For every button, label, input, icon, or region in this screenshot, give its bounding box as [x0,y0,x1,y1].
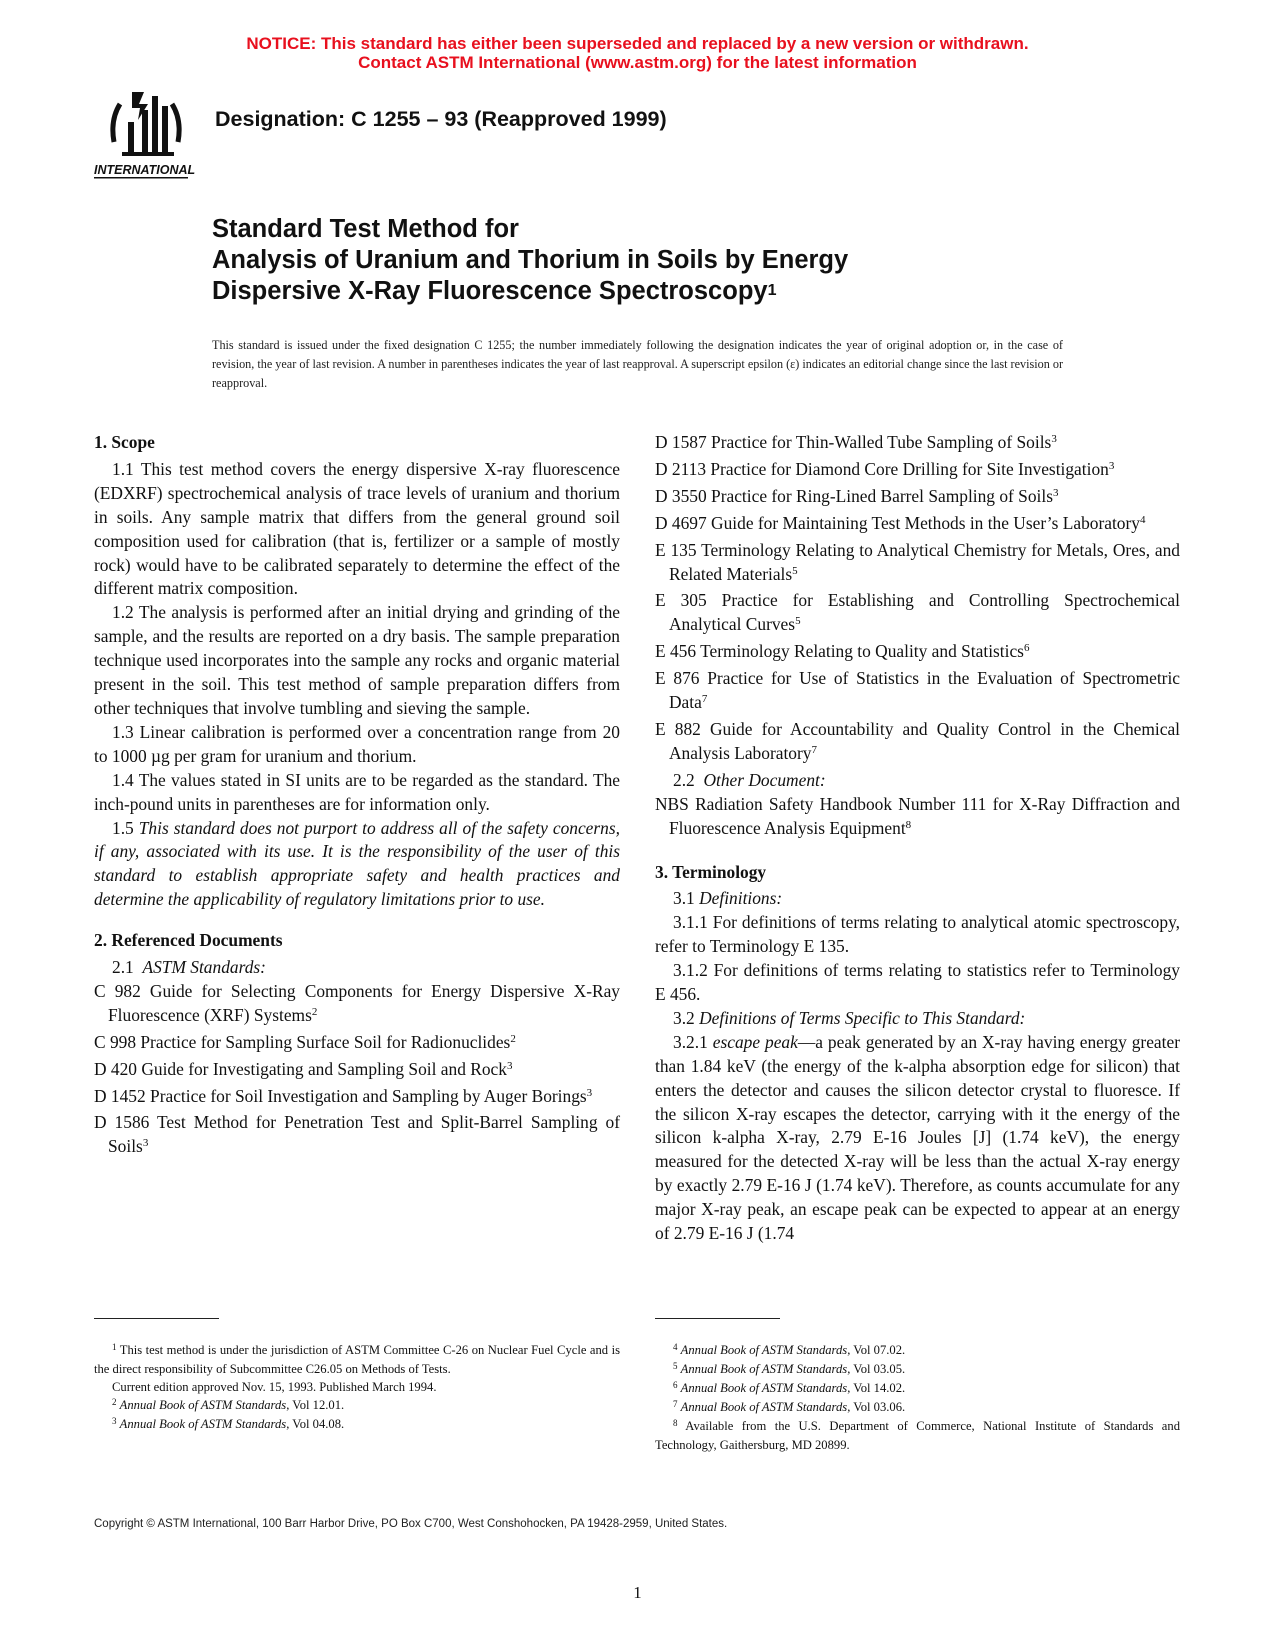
footnote-mark: 3 [112,1416,117,1426]
scope-para-1-2: 1.2 The analysis is performed after an initial drying and grinding of the sample, and the results are reported on a dry basis. The sample preparation technique used incorporates into the sample any rocks and organic material present in the soil. This test method of sample preparation differs from other techniques that involve tumbling and sieving the sample. [94,602,620,718]
footnote-4 [655,1341,1180,1360]
footnote-mark: 5 [795,615,801,628]
footnote-mark: 1 [112,1342,117,1352]
reference-text: D 1587 Practice for Thin-Walled Tube Sampling of Soils [655,432,1052,452]
reference-text: D 420 Guide for Investigating and Sampling Soil and Rock [94,1058,507,1079]
scope-para-1-4: 1.4 The values stated in SI units are to be regarded as the standard. The inch-pound units in parentheses are for information only. [94,769,620,814]
footnote-mark: 3 [586,1086,593,1099]
reference-text: D 1586 Test Method for Penetration Test and Split-Barrel Sampling of Soils [94,1112,620,1157]
footnote-mark: 3 [1052,486,1059,499]
other-document-num: 2.2 [673,769,695,790]
logo-text: INTERNATIONAL [94,163,196,177]
footnote-mark: 3 [1108,459,1115,472]
footnote-volume: , Vol 12.01. [286,1398,345,1412]
reference-text: C 982 Guide for Selecting Components for Energy Dispersive X-Ray Fluorescence (XRF) Systems [94,980,620,1025]
title-line-1: Standard Test Method for [212,215,519,243]
footnote-book: Annual Book of ASTM Standards [680,1381,848,1395]
footnote-divider-left [94,1318,219,1319]
reference-text: D 4697 Guide for Maintaining Test Methods in the User’s Laboratory [655,512,1140,533]
designation: Designation: C 1255 – 93 (Reapproved 1999) [215,107,667,131]
footnote-volume: , Vol 14.02. [847,1381,906,1395]
terminology-para-3-1-2: 3.1.2 For definitions of terms relating to statistics refer to Terminology E 456. [655,960,1180,1005]
specific-definitions-text: Definitions of Terms Specific to This Standard: [699,1007,1026,1028]
footnotes-left [94,1341,620,1434]
scope-para-1-5-text: This standard does not purport to address all of the safety concerns, if any, associated with its use. It is the responsibility of the user of this standard to establish appropriate safety and health practices and determine the applicability of regulatory limitations prior to use. [94,817,620,910]
footnotes-right [655,1341,1180,1454]
title-footnote-mark: 1 [767,282,777,299]
footnote-book: Annual Book of ASTM Standards [680,1362,848,1376]
para-3-2-1-num: 3.2.1 [673,1031,708,1052]
footnote-mark: 4 [673,1342,678,1352]
section-heading-scope: 1. Scope [94,432,155,452]
document-title [212,214,848,310]
reference-item [655,431,1180,458]
reference-text: D 2113 Practice for Diamond Core Drilling for Site Investigation [655,458,1109,479]
footnote-book: Annual Book of ASTM Standards [119,1398,287,1412]
footnote-volume: , Vol 03.06. [847,1400,906,1414]
notice-line-2: Contact ASTM International (www.astm.org) for the latest information [358,53,917,72]
footnote-8 [655,1417,1180,1454]
footnote-3 [94,1415,620,1434]
terminology-para-3-2-1 [655,1031,1180,1246]
reference-text: NBS Radiation Safety Handbook Number 111 for X-Ray Diffraction and Fluorescence Analysis Equipment [655,793,1180,838]
footnote-mark: 8 [905,818,912,831]
footnote-text: Available from the U.S. Department of Commerce, National Institute of Standards and Technology, Gaithersburg, MD 20899. [655,1419,1180,1452]
footnote-mark: 5 [792,564,798,577]
reference-item [655,640,1180,667]
copyright-line: Copyright © ASTM International, 100 Barr Harbor Drive, PO Box C700, West Conshohocken, PA 19428-2959, United States. [94,1518,728,1530]
scope-para-1-1: 1.1 This test method covers the energy dispersive X-ray fluorescence (EDXRF) spectrochemical analysis of trace levels of uranium and thorium in soils. Any sample matrix that differs from the general ground soil composition used for calibration (that is, fertilizer or a sample of mostly rock) would have to be calibrated separately to determine the effect of the different matrix composition. [94,458,620,599]
reference-text: E 882 Guide for Accountability and Quality Control in the Chemical Analysis Laboratory [655,718,1180,763]
title-line-2: Analysis of Uranium and Thorium in Soils by Energy [212,246,849,274]
scope-para-1-3: 1.3 Linear calibration is performed over a concentration range from 20 to 1000 µg per gram for uranium and thorium. [94,721,620,766]
reference-item-nbs [655,793,1180,844]
footnote-mark: 7 [673,1399,678,1409]
supersede-notice [0,34,1275,72]
reference-item [94,1085,620,1112]
reference-item [655,589,1180,640]
footnote-mark: 3 [142,1137,149,1150]
title-line-3 [212,276,848,310]
astm-logo [92,86,200,186]
footnote-mark: 5 [673,1361,678,1371]
reference-item [655,458,1180,485]
definitions-label [655,887,1180,911]
footnote-mark: 4 [1140,513,1146,526]
right-column [655,431,1180,1246]
reference-text: E 456 Terminology Relating to Quality and Statistics [655,641,1024,662]
footnote-mark: 2 [311,1005,318,1018]
astm-standards-label [94,956,620,980]
specific-definitions-num: 3.2 [673,1007,695,1028]
title-line-3-text: Dispersive X-Ray Fluorescence Spectroscopy [212,277,768,305]
reference-item [94,1058,620,1085]
specific-definitions-label [655,1007,1180,1031]
reference-item [655,485,1180,512]
reference-item [655,718,1180,769]
left-column [94,431,620,1162]
definitions-num: 3.1 [673,888,695,909]
reference-item [655,667,1180,718]
footnote-5 [655,1360,1180,1379]
reference-item [94,1111,620,1162]
footnote-mark: 8 [673,1418,678,1428]
footnote-text: This test method is under the jurisdiction of ASTM Committee C-26 on Nuclear Fuel Cycle and is the direct responsibility of Subcommittee C26.05 on Methods of Tests. [94,1343,621,1376]
notice-line-1: NOTICE: This standard has either been superseded and replaced by a new version or withdrawn. [246,34,1029,53]
footnote-mark: 6 [673,1380,678,1390]
scope-para-1-5-num: 1.5 [112,817,134,838]
astm-standards-text: ASTM Standards: [142,957,266,978]
footnote-mark: 2 [112,1397,117,1407]
footnote-6 [655,1379,1180,1398]
escape-peak-term: escape peak [712,1031,798,1052]
footnote-volume: , Vol 04.08. [286,1417,345,1431]
reference-item [94,1031,620,1058]
reference-item [655,512,1180,539]
section-heading-terminology: 3. Terminology [655,861,767,882]
escape-peak-definition: —a peak generated by an X-ray having energy greater than 1.84 keV (the energy of the k-alpha absorption edge for silicon) that enters the detector and causes the silicon detector crystal to fluoresce. If the silicon X-ray escapes the detector, carrying with it the energy of the silicon k-alpha X-ray, 2.79 E-16 Joules [J] (1.74 keV), the energy measured for the detected X-ray will be less than the actual X-ray energy by exactly 2.79 E-16 J (1.74 keV). Therefore, as counts accumulate for any major X-ray peak, an escape peak can be expected to appear at an energy of 2.79 E-16 J (1.74 [655,1031,1180,1244]
astm-logo-icon [92,86,200,186]
reference-item [655,539,1180,590]
footnote-1-edition: Current edition approved Nov. 15, 1993. Published March 1994. [112,1380,437,1394]
footnote-1 [94,1341,620,1378]
footnote-mark: 2 [510,1032,516,1045]
reference-text: E 876 Practice for Use of Statistics in the Evaluation of Spectrometric Data [655,668,1180,713]
terminology-para-3-1-1: 3.1.1 For definitions of terms relating to analytical atomic spectroscopy, refer to Terminology E 135. [655,912,1180,957]
astm-standards-num: 2.1 [112,957,134,978]
footnote-7 [655,1398,1180,1417]
reference-text: E 305 Practice for Establishing and Controlling Spectrochemical Analytical Curves [655,590,1180,635]
definitions-text: Definitions: [699,888,783,909]
other-document-text: Other Document: [703,769,826,790]
footnote-book: Annual Book of ASTM Standards [680,1343,848,1357]
reference-item [94,980,620,1031]
footnote-mark: 3 [1051,433,1057,445]
reference-text: D 3550 Practice for Ring-Lined Barrel Sampling of Soils [655,485,1053,506]
reference-text: C 998 Practice for Sampling Surface Soil for Radionuclides [94,1031,511,1052]
section-heading-referenced-documents: 2. Referenced Documents [94,930,283,951]
footnote-book: Annual Book of ASTM Standards [119,1417,287,1431]
reference-text: D 1452 Practice for Soil Investigation and Sampling by Auger Borings [94,1085,587,1106]
other-document-label [655,769,1180,793]
footnote-mark: 6 [1023,642,1030,655]
footnote-2 [94,1396,620,1415]
footnote-mark: 7 [811,743,817,756]
page-number: 1 [633,1583,642,1602]
footnote-volume: , Vol 03.05. [847,1362,906,1376]
footnote-volume: , Vol 07.02. [847,1343,906,1357]
footnote-divider-right [655,1318,780,1319]
reference-text: E 135 Terminology Relating to Analytical Chemistry for Metals, Ores, and Related Materials [655,539,1180,584]
scope-para-1-5 [94,817,620,913]
footnote-mark: 3 [506,1059,513,1072]
footnote-mark: 7 [701,693,708,706]
issued-note: This standard is issued under the fixed designation C 1255; the number immediately following the designation indicates the year of original adoption or, in the case of revision, the year of last revision. A number in parentheses indicates the year of last reapproval. A superscript epsilon (ε) indicates an editorial change since the last revision or reapproval. [212,338,1063,390]
footnote-book: Annual Book of ASTM Standards [680,1400,848,1414]
